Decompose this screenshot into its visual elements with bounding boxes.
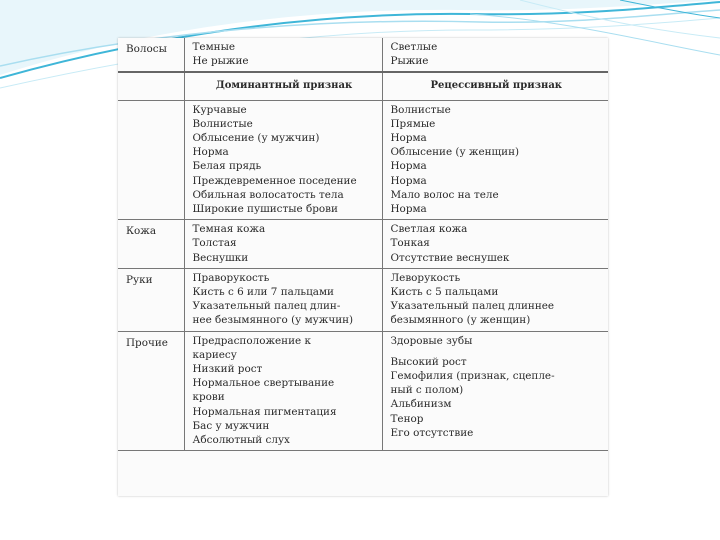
dominant-trait: Не рыжие bbox=[192, 55, 249, 68]
dominant-trait: Темные bbox=[192, 41, 236, 53]
recessive-trait: Светлая кожа bbox=[390, 223, 468, 236]
recessive-trait: Мало волос на теле bbox=[390, 188, 499, 201]
recessive-trait: Его отсутствие bbox=[390, 426, 474, 439]
dominant-trait: Бас у мужчин bbox=[192, 419, 270, 432]
recessive-trait: Здоровые зубы bbox=[390, 334, 473, 347]
dominant-trait: Норма bbox=[192, 146, 229, 159]
dominant-cell bbox=[184, 100, 382, 220]
table-header-row bbox=[118, 72, 608, 100]
dominant-trait: Веснушки bbox=[192, 251, 249, 264]
spacer bbox=[391, 348, 603, 355]
recessive-cell bbox=[382, 331, 608, 451]
heredity-traits-table bbox=[118, 38, 608, 451]
recessive-trait: Волнистые bbox=[390, 103, 451, 116]
recessive-trait: Указательный палец длиннее bbox=[390, 300, 555, 313]
dominant-trait: Темная кожа bbox=[192, 223, 266, 236]
recessive-trait: Норма bbox=[390, 203, 427, 216]
dominant-cell bbox=[184, 220, 382, 269]
dominant-trait: Обильная волосатость тела bbox=[192, 188, 344, 201]
dominant-trait: Волнистые bbox=[192, 117, 253, 130]
dominant-trait: Указательный палец длин- bbox=[192, 300, 341, 313]
recessive-trait: Прямые bbox=[390, 117, 436, 130]
recessive-cell bbox=[382, 100, 608, 220]
dominant-trait: Нормальная пигментация bbox=[192, 405, 337, 418]
dominant-trait: Облысение (у мужчин) bbox=[192, 132, 320, 145]
category-cell: Руки bbox=[118, 268, 184, 331]
table-row bbox=[118, 100, 608, 220]
recessive-cell bbox=[382, 268, 608, 331]
dominant-trait: Широкие пушистые брови bbox=[192, 203, 338, 216]
recessive-cell bbox=[382, 220, 608, 269]
dominant-trait: Кисть с 6 или 7 пальцами bbox=[192, 286, 334, 299]
recessive-trait: Рыжие bbox=[390, 55, 429, 68]
dominant-trait: Предрасположение к bbox=[192, 334, 311, 347]
category-cell bbox=[118, 100, 184, 220]
table-row bbox=[118, 331, 608, 451]
header-recessive: Рецессивный признак bbox=[382, 72, 608, 100]
recessive-trait: Гемофилия (признак, сцепле- bbox=[390, 370, 555, 383]
dominant-trait: Преждевременное поседение bbox=[192, 174, 357, 187]
table-row bbox=[118, 268, 608, 331]
dominant-cell bbox=[184, 268, 382, 331]
dominant-trait: крови bbox=[192, 391, 225, 404]
category-cell: Прочие bbox=[118, 331, 184, 451]
category-cell: Волосы bbox=[118, 38, 184, 72]
dominant-trait: Нормальное свертывание bbox=[192, 377, 335, 390]
dominant-cell bbox=[184, 331, 382, 451]
dominant-trait: кариесу bbox=[192, 348, 237, 361]
recessive-trait: Светлые bbox=[390, 41, 438, 53]
dominant-trait: нее безымянного (у мужчин) bbox=[192, 314, 354, 327]
recessive-trait: безымянного (у женщин) bbox=[390, 314, 531, 327]
recessive-trait: Альбинизм bbox=[390, 398, 452, 411]
recessive-trait: Леворукость bbox=[390, 271, 461, 284]
recessive-trait: Норма bbox=[390, 174, 427, 187]
recessive-trait: Высокий рост bbox=[390, 355, 467, 368]
category-cell: Кожа bbox=[118, 220, 184, 269]
recessive-trait: Тонкая bbox=[390, 237, 430, 250]
recessive-trait: Кисть с 5 пальцами bbox=[390, 286, 499, 299]
dominant-trait: Низкий рост bbox=[192, 363, 263, 376]
recessive-trait: Отсутствие веснушек bbox=[390, 251, 510, 264]
recessive-trait: Норма bbox=[390, 160, 427, 173]
dominant-trait: Курчавые bbox=[192, 103, 247, 116]
dominant-trait: Белая прядь bbox=[192, 160, 262, 173]
table-row bbox=[118, 38, 608, 72]
recessive-trait: Норма bbox=[390, 132, 427, 145]
table-row bbox=[118, 220, 608, 269]
recessive-trait: ный с полом) bbox=[390, 384, 464, 397]
recessive-trait: Облысение (у женщин) bbox=[390, 146, 520, 159]
dominant-trait: Абсолютный слух bbox=[192, 434, 290, 447]
dominant-trait: Толстая bbox=[192, 237, 237, 250]
recessive-cell bbox=[382, 38, 608, 72]
dominant-cell bbox=[184, 38, 382, 72]
header-empty-cell bbox=[118, 72, 184, 100]
recessive-trait: Тенор bbox=[390, 412, 424, 425]
header-dominant: Доминантный признак bbox=[184, 72, 382, 100]
dominant-trait: Праворукость bbox=[192, 271, 270, 284]
